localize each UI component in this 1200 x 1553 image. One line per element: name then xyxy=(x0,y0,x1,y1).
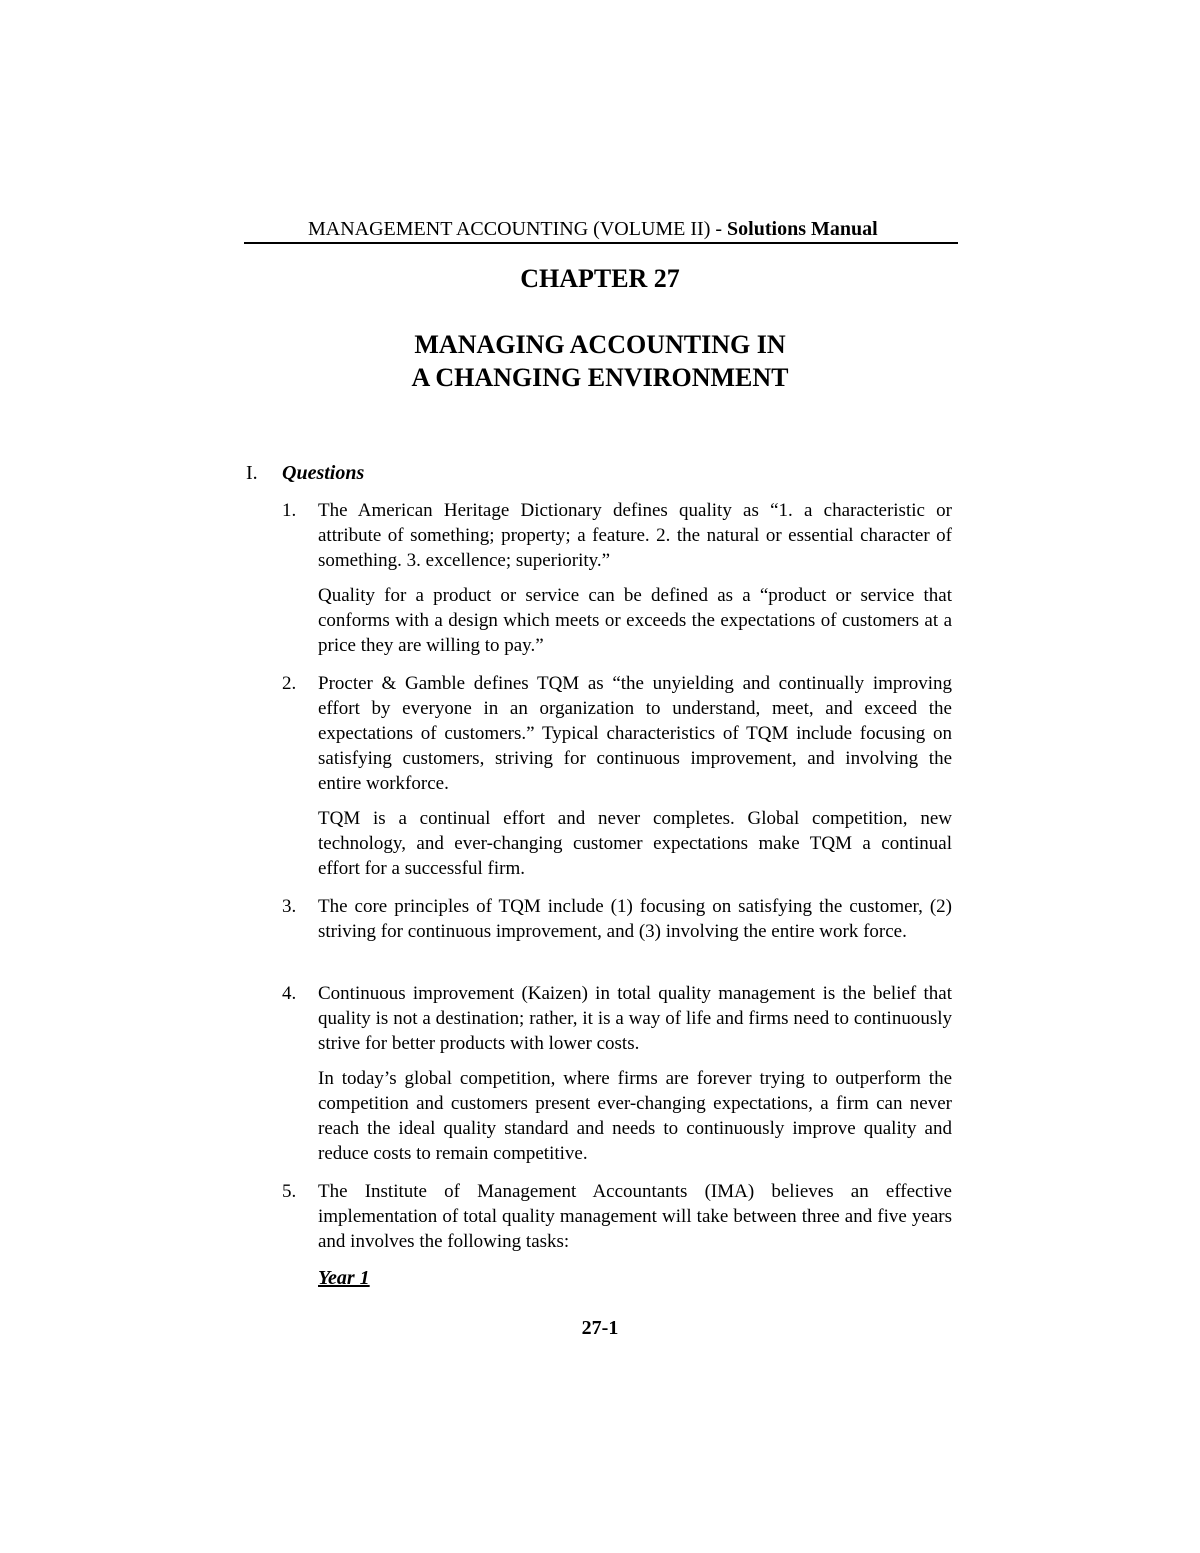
question-number: 1. xyxy=(282,500,297,521)
question-item-4 xyxy=(282,981,952,1166)
chapter-title-line-1: MANAGING ACCOUNTING IN xyxy=(414,330,786,359)
question-paragraph: The Institute of Management Accountants (IMA) believes an effective implementation of total quality management will take between three and five years and involves the following tasks: xyxy=(318,1181,952,1252)
header-title xyxy=(308,216,878,242)
section-heading xyxy=(246,460,364,486)
year-heading: Year 1 xyxy=(318,1267,370,1289)
question-item-5 xyxy=(282,1179,952,1254)
section-numeral: I. xyxy=(246,462,258,484)
question-item-2 xyxy=(282,671,952,881)
question-paragraph: The American Heritage Dictionary defines quality as “1. a characteristic or attribute of something; property; a feature. 2. the natural or essential character of something. 3. excellence; superiority.” xyxy=(318,500,952,571)
question-number: 5. xyxy=(282,1181,297,1202)
chapter-title xyxy=(0,328,1200,394)
section-label: Questions xyxy=(282,462,365,484)
question-paragraph: The core principles of TQM include (1) focusing on satisfying the customer, (2) striving for continuous improvement, and (3) involving the entire work force. xyxy=(318,896,952,942)
question-paragraph: TQM is a continual effort and never completes. Global competition, new technology, and ever-changing customer expectations make TQM a continual effort for a successful firm. xyxy=(318,808,952,879)
question-paragraph: Procter & Gamble defines TQM as “the unyielding and continually improving effort by everyone in an organization to understand, meet, and exceed the expectations of customers.” Typical characteristics of TQM include focusing on satisfying customers, striving for continuous improvement, and involving the entire workforce. xyxy=(318,673,952,794)
chapter-title-line-2: A CHANGING ENVIRONMENT xyxy=(411,363,789,392)
chapter-number: CHAPTER 27 xyxy=(520,264,680,293)
question-paragraph: Quality for a product or service can be defined as a “product or service that conforms with a design which meets or exceeds the expectations of customers at a price they are willing to pay.” xyxy=(318,585,952,656)
question-item-3 xyxy=(282,894,952,944)
page-number: 27-1 xyxy=(581,1317,619,1339)
question-paragraph: Continuous improvement (Kaizen) in total quality management is the belief that quality is not a destination; rather, it is a way of life and firms need to continuously strive for better products with lower costs. xyxy=(318,983,952,1054)
running-header xyxy=(244,216,958,244)
header-book-title: MANAGEMENT ACCOUNTING (VOLUME II) - xyxy=(308,218,728,240)
question-number: 3. xyxy=(282,896,297,917)
question-item-1 xyxy=(282,498,952,658)
header-book-subtitle: Solutions Manual xyxy=(727,218,878,240)
question-number: 4. xyxy=(282,983,297,1004)
question-number: 2. xyxy=(282,673,297,694)
question-paragraph: In today’s global competition, where firms are forever trying to outperform the competition and customers present ever-changing expectations, a firm can never reach the ideal quality standard and needs to continuously improve quality and reduce costs to remain competitive. xyxy=(318,1068,952,1164)
